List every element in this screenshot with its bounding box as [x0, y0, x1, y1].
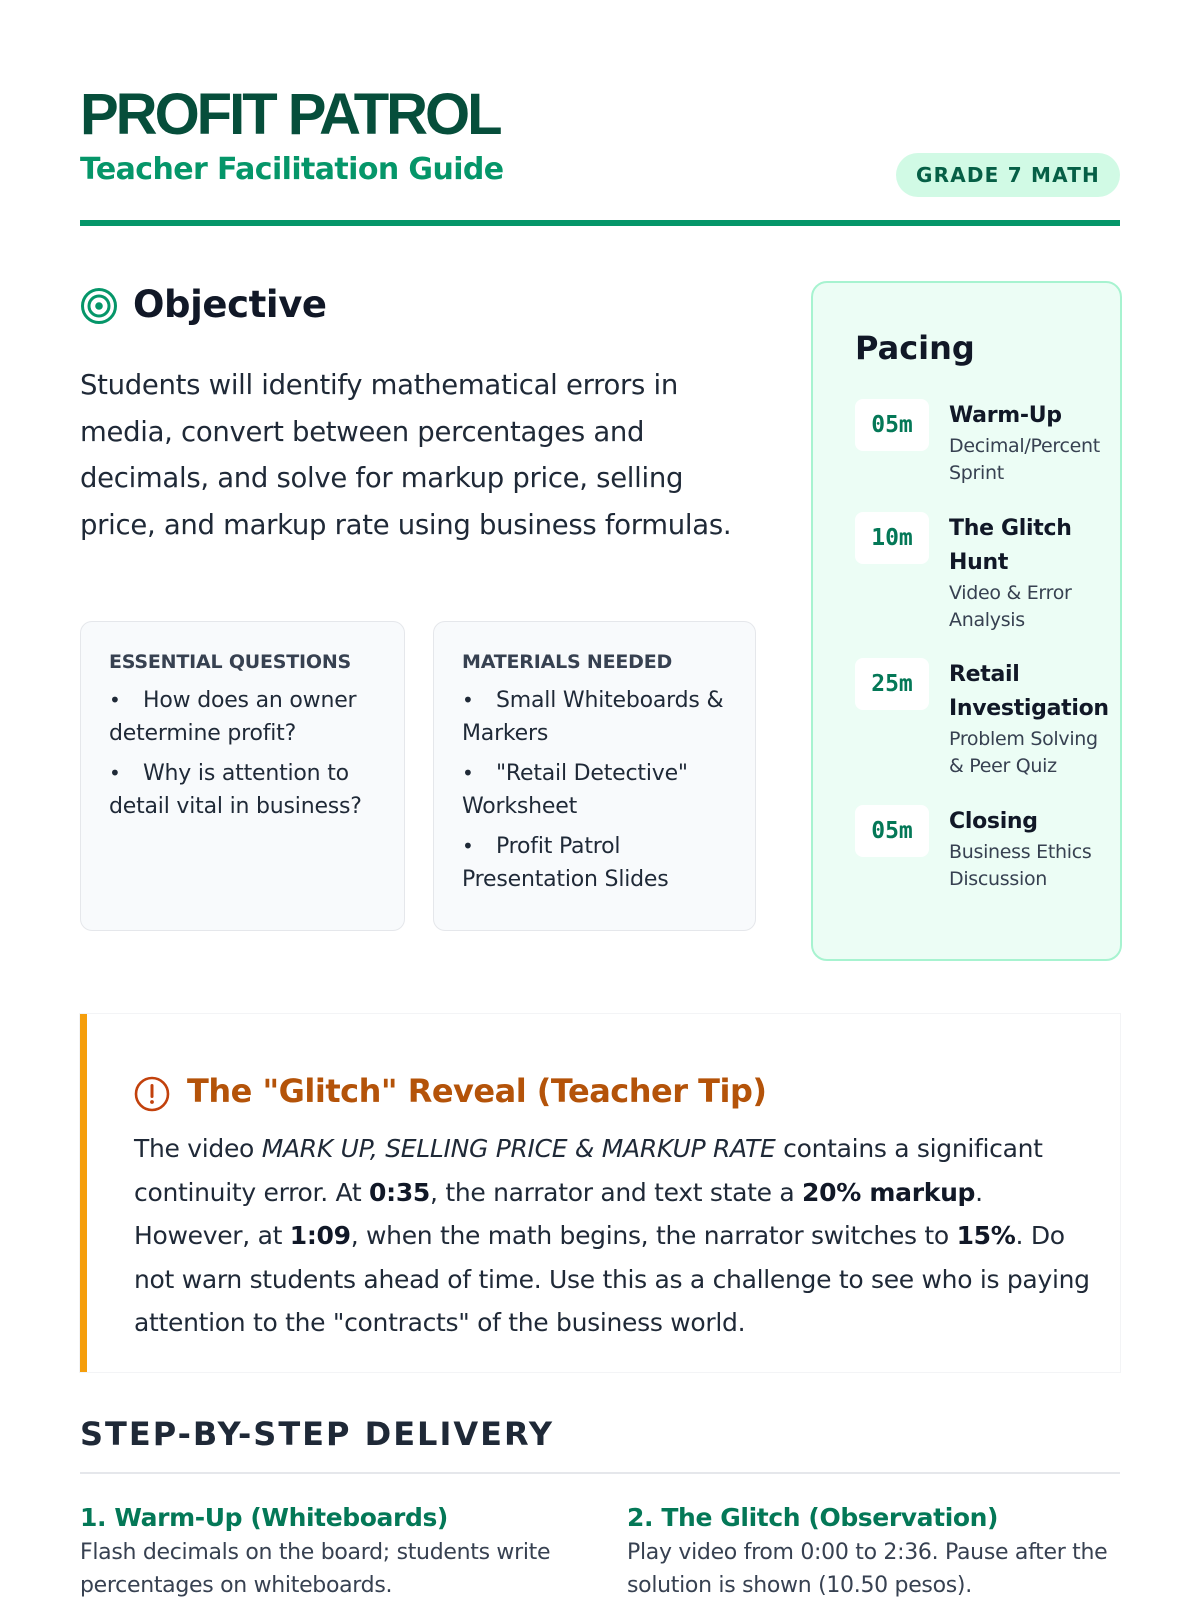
pacing-description: Decimal/Percent Sprint: [949, 435, 1100, 484]
steps-divider: [80, 1472, 1120, 1474]
objective-heading: Objective: [133, 283, 327, 326]
alert-circle-icon: [134, 1076, 170, 1112]
essential-questions-card: [80, 621, 405, 931]
timestamp: 1:09: [289, 1221, 351, 1250]
markup-value: 20% markup: [802, 1177, 976, 1207]
step-text: Play video from 0:00 to 2:36. Pause after the solution is shown (10.50 pesos).: [627, 1540, 1108, 1598]
grade-badge: GRADE 7 MATH: [896, 153, 1120, 197]
pacing-description: Business Ethics Discussion: [949, 841, 1092, 890]
materials-title: MATERIALS NEEDED: [462, 651, 673, 673]
pacing-duration: 05m: [855, 399, 929, 451]
materials-card: [433, 621, 756, 931]
teacher-tip-title: The "Glitch" Reveal (Teacher Tip): [187, 1072, 767, 1110]
materials-list: [462, 684, 729, 896]
target-icon: [80, 287, 118, 325]
steps-heading: STEP-BY-STEP DELIVERY: [80, 1415, 555, 1453]
teacher-tip-callout: [80, 1014, 1120, 1372]
list-item: • How does an owner determine profit?: [109, 688, 357, 746]
pacing-duration: 10m: [855, 512, 929, 564]
teacher-tip-text: The video MARK UP, SELLING PRICE & MARKUP RATE contains a significant continuity error. At 0:35, the narrator and text state a 20% markup. However, at 1:09, when the math begins, the narrator switches to 15%. Do not warn students ahead of time. Use this as a challenge to see who is paying attention to the "contracts" of the business world.: [134, 1134, 1090, 1337]
page-title: PROFIT PATROL: [80, 82, 500, 147]
essential-questions-title: ESSENTIAL QUESTIONS: [109, 651, 352, 673]
pacing-panel: [811, 281, 1122, 961]
facilitation-guide-page: [80, 0, 1120, 1600]
step-text: Flash decimals on the board; students write percentages on whiteboards.: [80, 1540, 551, 1598]
step-warm-up: [80, 1500, 570, 1600]
step-glitch: [627, 1500, 1117, 1600]
essential-questions-list: [109, 684, 378, 823]
step-title: 1. Warm-Up (Whiteboards): [80, 1503, 448, 1532]
list-item: • Profit Patrol Presentation Slides: [462, 834, 669, 892]
pacing-name: Closing: [949, 809, 1038, 834]
step-title: 2. The Glitch (Observation): [627, 1503, 999, 1532]
list-item: • Small Whiteboards & Markers: [462, 688, 724, 746]
markup-value: 15%: [956, 1221, 1016, 1250]
list-item: • Why is attention to detail vital in business?: [109, 761, 362, 819]
pacing-title: Pacing: [855, 329, 975, 367]
header-divider: [80, 220, 1120, 226]
pacing-name: Warm-Up: [949, 403, 1062, 428]
list-item: • "Retail Detective" Worksheet: [462, 761, 688, 819]
pacing-description: Video & Error Analysis: [949, 582, 1072, 631]
page-subtitle: Teacher Facilitation Guide: [80, 152, 504, 187]
objective-text: Students will identify mathematical errors in media, convert between percentages and decimals, and solve for markup price, selling price, and markup rate using business formulas.: [80, 369, 732, 541]
pacing-name: Retail Investigation: [949, 662, 1109, 721]
pacing-name: The Glitch Hunt: [949, 516, 1072, 575]
timestamp: 0:35: [369, 1177, 431, 1207]
pacing-duration: 05m: [855, 805, 929, 857]
pacing-duration: 25m: [855, 658, 929, 710]
pacing-description: Problem Solving & Peer Quiz: [949, 728, 1098, 777]
video-title: MARK UP, SELLING PRICE & MARKUP RATE: [261, 1134, 776, 1163]
